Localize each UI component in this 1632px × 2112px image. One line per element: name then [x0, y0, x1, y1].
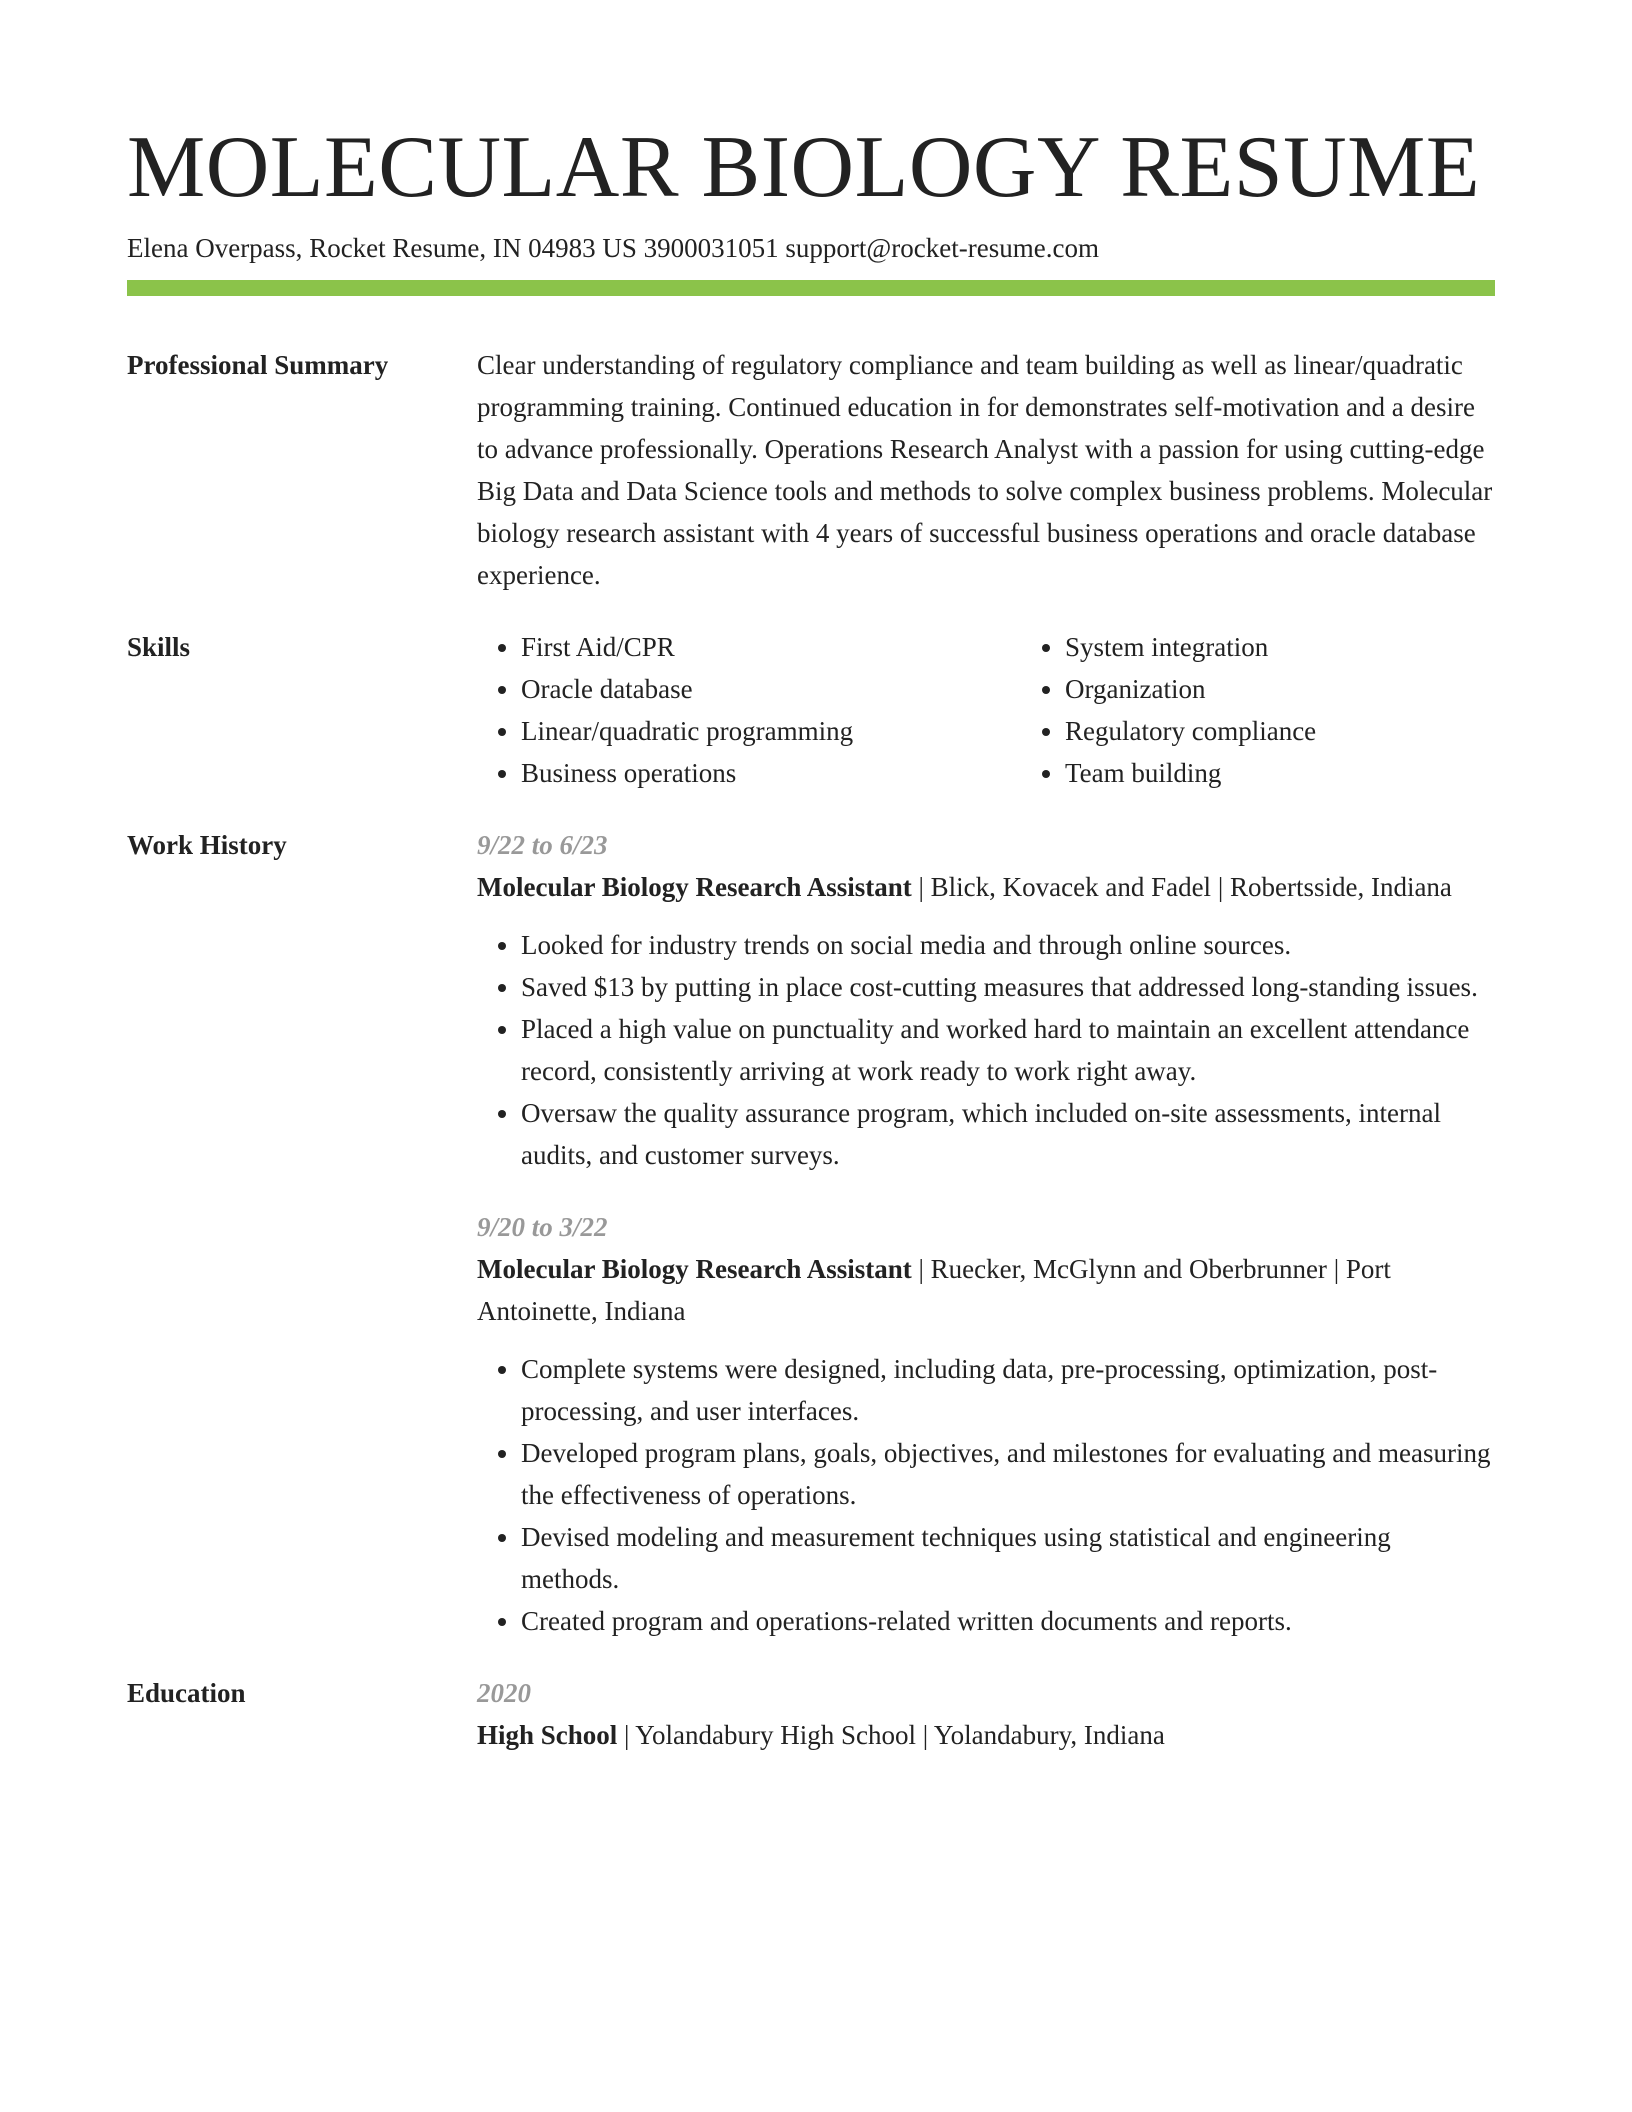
job-entry — [477, 824, 1495, 1176]
education-heading — [477, 1714, 1495, 1756]
job-bullet: • Created program and operations-related written documents and reports. — [521, 1600, 1495, 1642]
skill-item: • Oracle database — [521, 668, 1021, 710]
job-heading — [477, 1248, 1495, 1332]
job-bullet: • Complete systems were designed, including data, pre-processing, optimization, post-processing, and user interfaces. — [521, 1348, 1495, 1432]
skills-list-left — [477, 626, 1021, 794]
job-dates: 9/20 to 3/22 — [477, 1212, 608, 1242]
education-location: | Yolandabury, Indiana — [916, 1720, 1165, 1750]
education-section — [127, 1672, 1495, 1756]
summary-text: Clear understanding of regulatory compliance and team building as well as linear/quadratic programming training. Continued education in for demonstrates self-motivation and a desire to advance professionally. Operations Research Analyst with a passion for using cutting-edge Big Data and Data Science tools and methods to solve complex business problems. Molecular biology research assistant with 4 years of successful business operations and oracle database experience. — [477, 350, 1493, 590]
skill-item: • First Aid/CPR — [521, 626, 1021, 668]
skills-section — [127, 626, 1495, 794]
job-bullets — [477, 1348, 1495, 1642]
job-location: | Robertsside, Indiana — [1211, 872, 1452, 902]
job-bullet: • Placed a high value on punctuality and worked hard to maintain an excellent attendance record, consistently arriving at work ready to work right away. — [521, 1008, 1495, 1092]
job-title: Molecular Biology Research Assistant — [477, 872, 912, 902]
contact-email[interactable]: support@rocket-resume.com — [785, 233, 1099, 263]
summary-section — [127, 344, 1495, 596]
contact-state-zip: IN 04983 — [492, 233, 596, 263]
job-bullet: • Developed program plans, goals, objectives, and milestones for evaluating and measuring the effectiveness of operations. — [521, 1432, 1495, 1516]
contact-name: Elena Overpass, — [127, 233, 303, 263]
contact-phone: 3900031051 — [643, 233, 779, 263]
skills-label: Skills — [127, 632, 191, 662]
skill-item: • Linear/quadratic programming — [521, 710, 1021, 752]
work-history-label: Work History — [127, 830, 287, 860]
skill-item: • Business operations — [521, 752, 1021, 794]
skill-item: • Team building — [1065, 752, 1495, 794]
education-label: Education — [127, 1678, 246, 1708]
contact-country: US — [602, 233, 637, 263]
education-school: | Yolandabury High School — [617, 1720, 916, 1750]
job-bullet: • Saved $13 by putting in place cost-cutting measures that addressed long-standing issues. — [521, 966, 1495, 1008]
skill-item: • Regulatory compliance — [1065, 710, 1495, 752]
job-title: Molecular Biology Research Assistant — [477, 1254, 912, 1284]
contact-city: Rocket Resume, — [309, 233, 487, 263]
job-entry — [477, 1206, 1495, 1642]
contact-line — [127, 230, 1495, 266]
skills-list-right — [1021, 626, 1495, 794]
education-year: 2020 — [477, 1678, 531, 1708]
work-history-section — [127, 824, 1495, 1642]
job-bullet: • Looked for industry trends on social media and through online sources. — [521, 924, 1495, 966]
job-bullet: • Devised modeling and measurement techniques using statistical and engineering methods. — [521, 1516, 1495, 1600]
job-heading — [477, 866, 1495, 908]
job-location: | Port Antoinette, Indiana — [477, 1254, 1391, 1326]
summary-label: Professional Summary — [127, 350, 389, 380]
resume-title: MOLECULAR BIOLOGY RESUME — [127, 119, 1481, 216]
job-company: | Ruecker, McGlynn and Oberbrunner — [912, 1254, 1327, 1284]
resume-page — [127, 118, 1495, 1756]
job-company: | Blick, Kovacek and Fadel — [912, 872, 1211, 902]
skill-item: • System integration — [1065, 626, 1495, 668]
job-bullets — [477, 924, 1495, 1176]
skill-item: • Organization — [1065, 668, 1495, 710]
education-degree: High School — [477, 1720, 618, 1750]
header-divider — [127, 280, 1495, 296]
job-bullet: • Oversaw the quality assurance program, which included on-site assessments, internal audits, and customer surveys. — [521, 1092, 1495, 1176]
job-dates: 9/22 to 6/23 — [477, 830, 608, 860]
